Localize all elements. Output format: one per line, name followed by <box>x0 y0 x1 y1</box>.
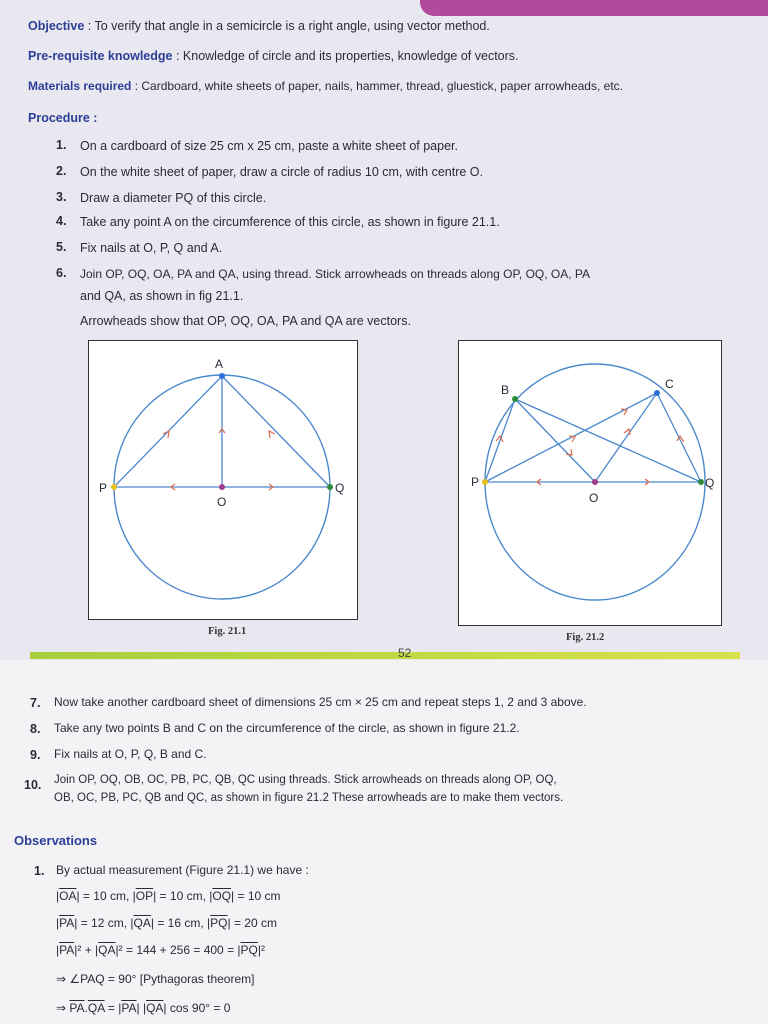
measurement-text: = 10 cm, <box>79 889 133 903</box>
observation-intro: By actual measurement (Figure 21.1) we have : <box>56 863 309 877</box>
measurement-row-2: $|\overline{PA}| = 12$ cm, $|\overline{QA}| = 16$ cm, $|\overline{PQ}| = 20$ cm <box>56 916 277 930</box>
figure-21-1 <box>88 340 358 620</box>
observation-number: 1. <box>34 864 45 878</box>
materials-label: Materials required <box>28 79 132 93</box>
point-label-a: A <box>215 357 224 371</box>
measurement-text: = 12 cm, <box>77 916 131 930</box>
step-number: 10. <box>24 778 42 792</box>
step-number: 5. <box>56 240 67 254</box>
measurement-text: = 20 cm <box>230 916 277 930</box>
measurement-text: . <box>84 1001 88 1015</box>
measurement-text: = <box>104 1001 119 1015</box>
measurement-row-3: $|\overline{PA}|^2 + |\overline{QA}|^2 = 144 + 256 = 400 = |\overline{PQ}|^2$ <box>56 943 265 957</box>
vector-symbol: $\overline{QA}$ <box>98 943 116 957</box>
step-number: 2. <box>56 164 67 178</box>
measurement-text: = 16 cm, <box>154 916 208 930</box>
measurement-text: cos 90° = 0 <box>166 1001 231 1015</box>
step-number: 8. <box>30 722 41 736</box>
vector-symbol: $\overline{PA}$ <box>59 916 75 930</box>
objective-label: Objective <box>28 19 85 33</box>
vector-symbol: $\overline{PA}$ <box>59 943 75 957</box>
step-text: Join OP, OQ, OB, OC, PB, PC, QB, QC using threads. Stick arrowheads on threads along OP, OQ, <box>54 774 557 786</box>
materials-line <box>28 78 623 94</box>
vector-symbol: $\overline{QA}$ <box>87 1001 105 1015</box>
page-footer-strip <box>30 652 740 659</box>
step-text: Draw a diameter PQ of this circle. <box>80 191 267 205</box>
prereq-label: Pre-requisite knowledge <box>28 49 173 63</box>
step-number: 6. <box>56 266 67 280</box>
observations-label: Observations <box>14 833 98 848</box>
step-text: On the white sheet of paper, draw a circle of radius 10 cm, with centre O. <box>80 165 483 179</box>
point-label-p: P <box>99 481 108 495</box>
figure-21-1-diagram <box>89 341 357 619</box>
point-label-o: O <box>589 491 599 505</box>
step-number: 1. <box>56 138 67 152</box>
figure-caption: Fig. 21.1 <box>208 626 247 637</box>
figure-caption: Fig. 21.2 <box>566 632 605 643</box>
header-accent-bar <box>420 0 768 16</box>
measurement-text: ² = 144 + 256 = 400 = <box>118 943 238 957</box>
point-label-p: P <box>471 475 480 489</box>
vector-symbol: $\overline{QA}$ <box>133 916 151 930</box>
vector-symbol: $\overline{QA}$ <box>146 1001 164 1015</box>
step-number: 9. <box>30 748 41 762</box>
vector-symbol: $\overline{OP}$ <box>135 889 154 903</box>
figure-21-2-diagram <box>459 341 721 625</box>
point-label-o: O <box>217 495 227 509</box>
step-text: Now take another cardboard sheet of dimensions 25 cm × 25 cm and repeat steps 1, 2 and 3 above. <box>54 695 587 709</box>
vector-symbol: $\overline{OQ}$ <box>212 889 232 903</box>
measurement-row-1: $|\overline{OA}| = 10$ cm, $|\overline{OP}| = 10$ cm, $|\overline{OQ}| = 10$ cm <box>56 889 281 903</box>
measurement-text: = 10 cm, <box>156 889 210 903</box>
step-text: Take any point A on the circumference of this circle, as shown in figure 21.1. <box>80 215 500 229</box>
step-text-continued: and QA, as shown in fig 21.1. <box>80 289 244 303</box>
page-number: 52 <box>398 646 412 660</box>
pythagoras-line: ⇒ ∠PAQ = 90° [Pythagoras theorem] <box>56 972 255 986</box>
vector-symbol: $\overline{PA}$ <box>69 1001 85 1015</box>
procedure-label: Procedure : <box>28 111 98 125</box>
step-text: Fix nails at O, P, Q, B and C. <box>54 747 207 761</box>
dot-product-line: ⇒ $\overline{PA}.\overline{QA} = |\overline{PA}|$ $|\overline{QA}|$ cos 90° = 0 <box>56 1001 231 1015</box>
point-label-b: B <box>501 383 510 397</box>
vector-symbol: $\overline{PQ}$ <box>240 943 258 957</box>
step-text-continued: OB, OC, PB, PC, QB and QC, as shown in figure 21.2 These arrowheads are to make them vectors. <box>54 792 564 804</box>
prereq-text: : Knowledge of circle and its properties, knowledge of vectors. <box>175 49 519 63</box>
objective-line <box>28 18 490 34</box>
prereq-line <box>28 48 519 64</box>
step-text: Join OP, OQ, OA, PA and QA, using thread. Stick arrowheads on threads along OP, OQ, OA, PA <box>80 267 591 281</box>
vector-symbol: $\overline{PQ}$ <box>210 916 228 930</box>
vector-symbol: $\overline{OA}$ <box>59 889 77 903</box>
arrowheads-note: Arrowheads show that OP, OQ, OA, PA and QA are vectors. <box>80 314 411 328</box>
step-number: 3. <box>56 190 67 204</box>
step-text: On a cardboard of size 25 cm x 25 cm, paste a white sheet of paper. <box>80 139 458 153</box>
page-bottom <box>0 660 768 1024</box>
point-label-c: C <box>665 377 674 391</box>
vector-symbol: $\overline{PA}$ <box>121 1001 137 1015</box>
step-number: 4. <box>56 214 67 228</box>
objective-text: : To verify that angle in a semicircle is a right angle, using vector method. <box>87 19 490 33</box>
step-text: Take any two points B and C on the circumference of the circle, as shown in figure 21.2. <box>54 721 520 735</box>
measurement-text <box>140 1001 143 1015</box>
point-label-q: Q <box>705 476 715 490</box>
measurement-text: = 10 cm <box>234 889 281 903</box>
measurement-text: ² <box>261 943 265 957</box>
step-number: 7. <box>30 696 41 710</box>
materials-text: : Cardboard, white sheets of paper, nails, hammer, thread, gluestick, paper arrowheads, etc. <box>134 79 623 93</box>
implies-symbol: ⇒ <box>56 1001 70 1015</box>
figure-21-2 <box>458 340 722 626</box>
point-label-q: Q <box>335 481 345 495</box>
measurement-text: ² + <box>77 943 96 957</box>
step-text: Fix nails at O, P, Q and A. <box>80 241 223 255</box>
